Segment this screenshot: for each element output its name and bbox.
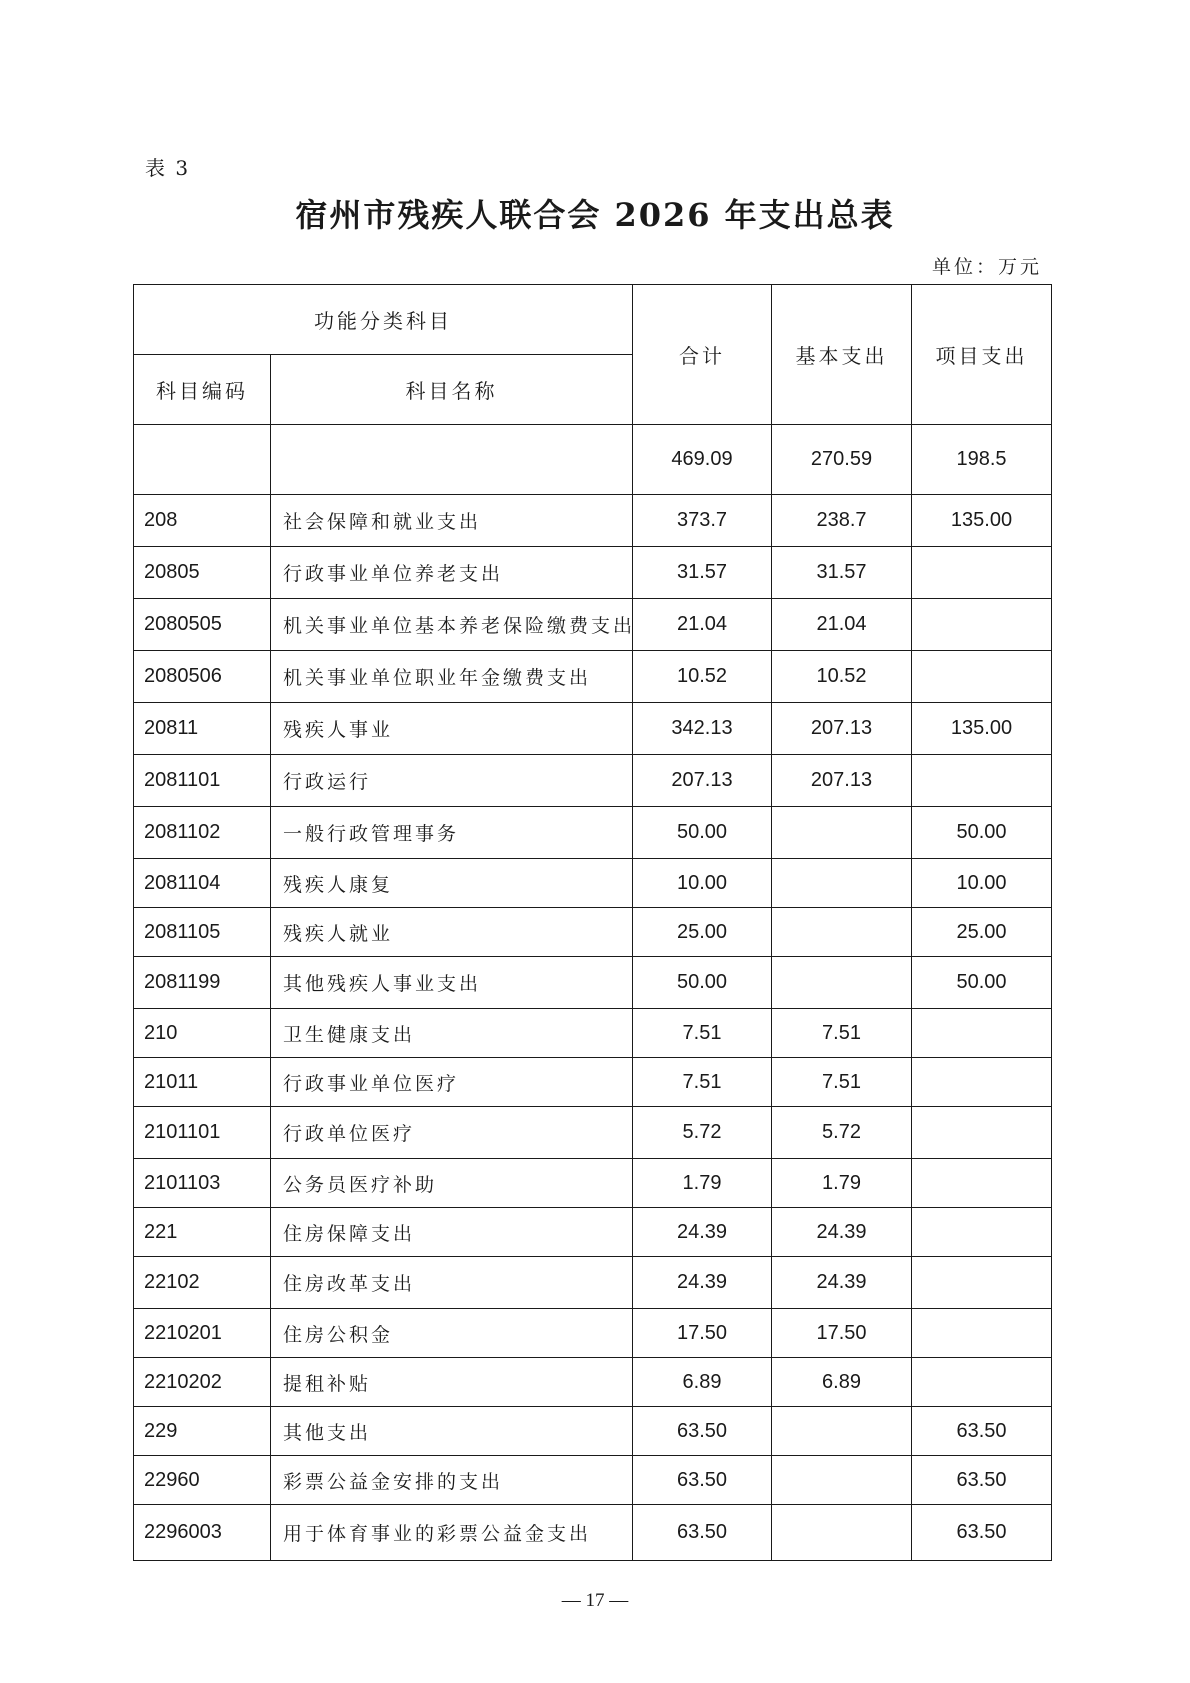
cell-basic: [772, 807, 912, 859]
cell-project: 135.00: [912, 495, 1052, 547]
cell-code: 22960: [134, 1456, 271, 1505]
cell-name: 行政事业单位医疗: [271, 1058, 633, 1107]
cell-project: [912, 1358, 1052, 1407]
cell-basic: 24.39: [772, 1208, 912, 1257]
cell-basic: 6.89: [772, 1358, 912, 1407]
total-row-project: 198.5: [912, 425, 1052, 495]
cell-project: [912, 1208, 1052, 1257]
cell-basic: 24.39: [772, 1257, 912, 1309]
cell-basic: 207.13: [772, 755, 912, 807]
cell-project: [912, 1309, 1052, 1358]
cell-code: 2210202: [134, 1358, 271, 1407]
cell-basic: 7.51: [772, 1009, 912, 1058]
cell-project: 10.00: [912, 859, 1052, 908]
unit-label: 单位：万元: [931, 256, 1042, 278]
table-row: [134, 1058, 1052, 1107]
cell-name: 用于体育事业的彩票公益金支出: [271, 1505, 633, 1561]
cell-total: 342.13: [633, 703, 772, 755]
cell-name: 社会保障和就业支出: [271, 495, 633, 547]
cell-code: 2081104: [134, 859, 271, 908]
total-row-code: [134, 425, 271, 495]
table-row: [134, 1456, 1052, 1505]
cell-name: 住房保障支出: [271, 1208, 633, 1257]
cell-total: 6.89: [633, 1358, 772, 1407]
cell-name: 机关事业单位基本养老保险缴费支出: [271, 599, 633, 651]
header-subject-code: 科目编码: [134, 355, 271, 425]
header-functional-category: 功能分类科目: [134, 285, 633, 355]
cell-code: 221: [134, 1208, 271, 1257]
total-row: [134, 425, 1052, 495]
page-title: 宿州市残疾人联合会 2026 年支出总表: [295, 196, 895, 234]
cell-total: 24.39: [633, 1208, 772, 1257]
cell-project: [912, 1159, 1052, 1208]
cell-basic: 207.13: [772, 703, 912, 755]
cell-total: 63.50: [633, 1505, 772, 1561]
total-row-name: [271, 425, 633, 495]
cell-code: 2101103: [134, 1159, 271, 1208]
cell-total: 7.51: [633, 1058, 772, 1107]
cell-project: 135.00: [912, 703, 1052, 755]
table-row: [134, 495, 1052, 547]
cell-project: [912, 599, 1052, 651]
table-row: [134, 957, 1052, 1009]
cell-name: 行政单位医疗: [271, 1107, 633, 1159]
cell-total: 21.04: [633, 599, 772, 651]
cell-basic: [772, 908, 912, 957]
table-row: [134, 859, 1052, 908]
table-row: [134, 1159, 1052, 1208]
cell-code: 2296003: [134, 1505, 271, 1561]
cell-code: 21011: [134, 1058, 271, 1107]
cell-project: 63.50: [912, 1456, 1052, 1505]
cell-name: 残疾人康复: [271, 859, 633, 908]
cell-total: 50.00: [633, 957, 772, 1009]
cell-project: 50.00: [912, 957, 1052, 1009]
cell-code: 2101101: [134, 1107, 271, 1159]
cell-project: [912, 651, 1052, 703]
header-project-expenditure: 项目支出: [912, 285, 1052, 425]
cell-code: 2080505: [134, 599, 271, 651]
cell-code: 22102: [134, 1257, 271, 1309]
cell-total: 63.50: [633, 1456, 772, 1505]
cell-basic: 10.52: [772, 651, 912, 703]
table-row: [134, 1505, 1052, 1561]
cell-name: 其他支出: [271, 1407, 633, 1456]
cell-name: 一般行政管理事务: [271, 807, 633, 859]
cell-code: 2210201: [134, 1309, 271, 1358]
total-row-total: 469.09: [633, 425, 772, 495]
cell-basic: [772, 1407, 912, 1456]
table-row: [134, 1309, 1052, 1358]
cell-code: 2081105: [134, 908, 271, 957]
cell-total: 50.00: [633, 807, 772, 859]
cell-name: 残疾人事业: [271, 703, 633, 755]
cell-code: 20811: [134, 703, 271, 755]
cell-name: 住房公积金: [271, 1309, 633, 1358]
cell-code: 2081101: [134, 755, 271, 807]
table-row: [134, 1257, 1052, 1309]
table-row: [134, 547, 1052, 599]
table-row: [134, 807, 1052, 859]
cell-basic: 7.51: [772, 1058, 912, 1107]
table-row: [134, 1208, 1052, 1257]
cell-basic: 238.7: [772, 495, 912, 547]
table-row: [134, 1009, 1052, 1058]
cell-basic: 5.72: [772, 1107, 912, 1159]
cell-code: 20805: [134, 547, 271, 599]
cell-total: 24.39: [633, 1257, 772, 1309]
page-number: — 17 —: [561, 1590, 629, 1611]
table-row: [134, 651, 1052, 703]
cell-total: 7.51: [633, 1009, 772, 1058]
table-label: 表 3: [145, 156, 191, 180]
cell-code: 2081102: [134, 807, 271, 859]
cell-name: 卫生健康支出: [271, 1009, 633, 1058]
cell-project: [912, 1107, 1052, 1159]
expenditure-table: [133, 284, 1052, 1561]
cell-project: [912, 1058, 1052, 1107]
cell-total: 1.79: [633, 1159, 772, 1208]
table-row: [134, 755, 1052, 807]
table-row: [134, 908, 1052, 957]
cell-code: 2080506: [134, 651, 271, 703]
cell-name: 行政运行: [271, 755, 633, 807]
cell-project: 25.00: [912, 908, 1052, 957]
cell-name: 行政事业单位养老支出: [271, 547, 633, 599]
cell-name: 彩票公益金安排的支出: [271, 1456, 633, 1505]
cell-project: 63.50: [912, 1407, 1052, 1456]
total-row-basic: 270.59: [772, 425, 912, 495]
cell-name: 残疾人就业: [271, 908, 633, 957]
cell-project: 63.50: [912, 1505, 1052, 1561]
cell-total: 10.52: [633, 651, 772, 703]
cell-basic: [772, 859, 912, 908]
cell-project: [912, 1257, 1052, 1309]
table-row: [134, 599, 1052, 651]
cell-code: 2081199: [134, 957, 271, 1009]
table-row: [134, 1107, 1052, 1159]
cell-total: 31.57: [633, 547, 772, 599]
cell-total: 373.7: [633, 495, 772, 547]
cell-basic: [772, 1505, 912, 1561]
cell-project: [912, 1009, 1052, 1058]
cell-total: 207.13: [633, 755, 772, 807]
cell-total: 5.72: [633, 1107, 772, 1159]
cell-name: 住房改革支出: [271, 1257, 633, 1309]
cell-name: 机关事业单位职业年金缴费支出: [271, 651, 633, 703]
cell-basic: 17.50: [772, 1309, 912, 1358]
cell-basic: 1.79: [772, 1159, 912, 1208]
table-row: [134, 1407, 1052, 1456]
header-basic-expenditure: 基本支出: [772, 285, 912, 425]
cell-total: 10.00: [633, 859, 772, 908]
header-subject-name: 科目名称: [271, 355, 633, 425]
cell-code: 208: [134, 495, 271, 547]
cell-code: 210: [134, 1009, 271, 1058]
cell-project: [912, 755, 1052, 807]
cell-basic: [772, 1456, 912, 1505]
cell-project: [912, 547, 1052, 599]
header-total: 合计: [633, 285, 772, 425]
table-row: [134, 1358, 1052, 1407]
cell-total: 63.50: [633, 1407, 772, 1456]
cell-basic: 21.04: [772, 599, 912, 651]
cell-name: 其他残疾人事业支出: [271, 957, 633, 1009]
cell-code: 229: [134, 1407, 271, 1456]
cell-total: 17.50: [633, 1309, 772, 1358]
cell-name: 公务员医疗补助: [271, 1159, 633, 1208]
cell-project: 50.00: [912, 807, 1052, 859]
cell-name: 提租补贴: [271, 1358, 633, 1407]
cell-basic: [772, 957, 912, 1009]
cell-total: 25.00: [633, 908, 772, 957]
table-row: [134, 703, 1052, 755]
cell-basic: 31.57: [772, 547, 912, 599]
